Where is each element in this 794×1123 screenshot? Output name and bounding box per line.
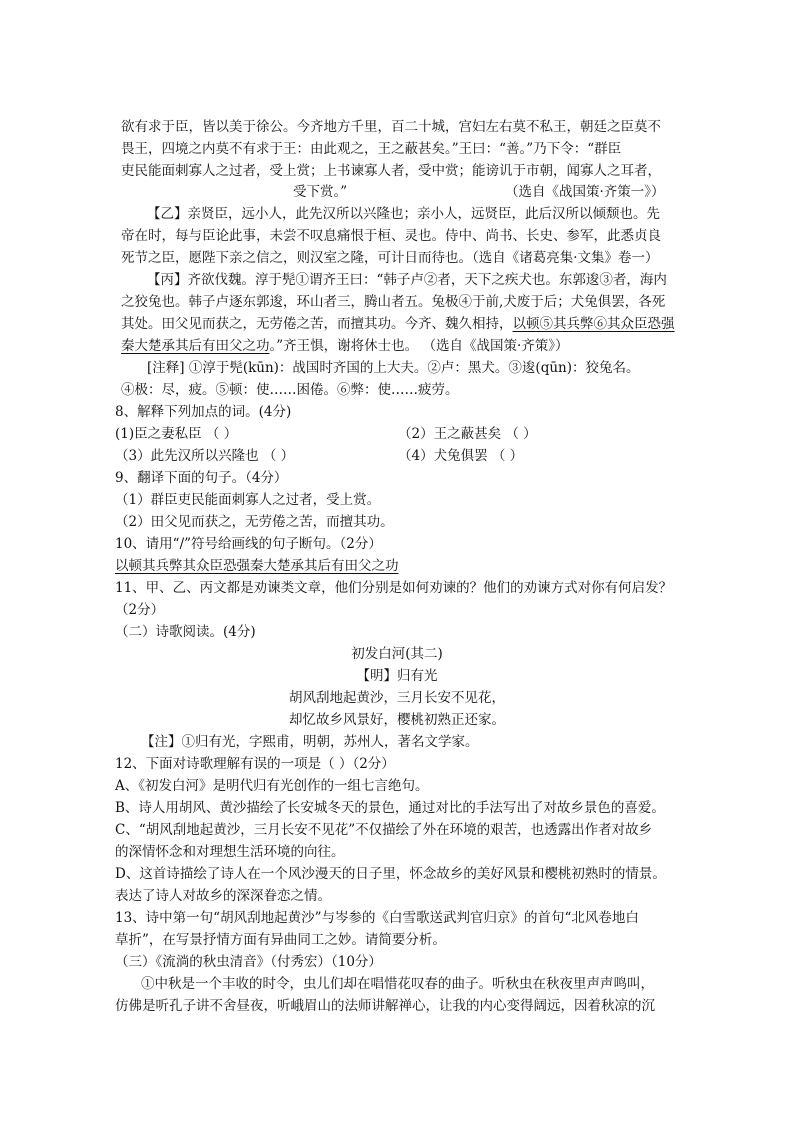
- q8-item-4: （4）犬兔俱罢 （ ）: [398, 448, 524, 464]
- bing-line-3: [121, 313, 675, 335]
- q8-item-3: （3）此先汉所以兴隆也 （ ）: [115, 448, 295, 464]
- q12-title: 12、下面对诗歌理解有误的一项是（ ）（2分）: [115, 756, 395, 772]
- q8-item-1: (1)臣之妻私臣 （ ）: [115, 426, 238, 442]
- yi-line-1: 【乙】亲贤臣，远小人，此先汉所以兴隆也；亲小人，远贤臣，此后汉所以倾颓也。先: [147, 206, 660, 222]
- q11-points: （2分）: [115, 602, 165, 618]
- q12-option-c-line-2: 的深情怀念和对理想生活环境的向往。: [115, 844, 345, 860]
- jia-line-3: 吏民能面刺寡人之过者，受上赏；上书谏寡人者，受中赏；能谤讥于市朝，闻寡人之耳者，: [121, 163, 661, 179]
- q13-line-1: 13、诗中第一句“胡风刮地起黄沙”与岑参的《白雪歌送武判官归京》的首句“北风卷地白: [115, 910, 639, 926]
- bing-line-1: 【丙】齐欲伐魏。淳于髡①谓齐王曰：“韩子卢②者，天下之疾犬也。东郭逡③者，海内: [147, 272, 667, 288]
- bing-line-4: [121, 335, 568, 357]
- jia-source: （选自《战国策·齐策一》）: [505, 184, 665, 200]
- jia-line-2: 畏王，四境之内莫不有求于王：由此观之，王之蔽甚矣。”王曰：“善。”乃下令：“群臣: [121, 141, 622, 157]
- underlined-sentence-part-1: 以顿⑤其兵弊⑥其众臣恐强: [512, 316, 675, 332]
- q12-option-c-line-1: C、“胡风刮地起黄沙，三月长安不见花”不仅描绘了外在环境的艰苦，也透露出作者对故乡: [115, 822, 653, 838]
- poem-author: 【明】归有光: [356, 668, 438, 684]
- poem-note: 【注】①归有光，字熙甫，明朝，苏州人，著名文学家。: [141, 734, 479, 750]
- q12-option-a: A、《初发白河》是明代归有光创作的一组七言绝句。: [115, 778, 429, 794]
- yi-line-2: 帝在时，每与臣论此事，未尝不叹息痛恨于桓、灵也。侍中、尚书、长史、参军，此悉贞良: [121, 228, 661, 244]
- poem-line-1: 胡风刮地起黄沙，三月长安不见花，: [289, 690, 505, 706]
- q8-title: 8、解释下列加点的词。(4分): [115, 404, 292, 420]
- section-3-para-line-1: ①中秋是一个丰收的时令，虫儿们却在唱惜花叹春的曲子。听秋虫在秋夜里声声鸣叫，: [141, 976, 654, 992]
- poem-title: 初发白河(其二): [351, 646, 443, 662]
- section-3-para-line-2: 仿佛是听孔子讲不舍昼夜，听峨眉山的法师讲解禅心，让我的内心变得阔远，因着秋凉的沉: [115, 998, 655, 1014]
- q10-sentence: 以顿其兵弊其众臣恐强秦大楚承其后有田父之功: [115, 558, 399, 574]
- yi-line-3: 死节之臣，愿陛下亲之信之，则汉室之隆，可计日而待也。（选自《诸葛亮集·文集》卷一）: [121, 250, 659, 266]
- underlined-sentence-part-2: 秦大楚承其后有田父之功: [121, 338, 270, 354]
- jia-line-4: 受下赏。”: [293, 184, 348, 200]
- q9-sentence-2: （2）田父见而获之，无劳倦之苦，而擅其功。: [115, 514, 394, 530]
- bing-line-2: 之狡兔也。韩子卢逐东郭逡，环山者三，腾山者五。兔极④于前,犬废于后；犬兔俱罢，各死: [121, 294, 666, 310]
- section-2-heading: （二）诗歌阅读。(4分): [115, 624, 256, 640]
- q8-item-2: （2）王之蔽甚矣 （ ）: [398, 426, 537, 442]
- bing-line-3-text: 其处。田父见而获之，无劳倦之苦，而擅其功。今齐、魏久相持，: [121, 316, 513, 332]
- q10-title: 10、请用“/”符号给画线的句子断句。（2分）: [115, 536, 382, 552]
- q11-title: 11、甲、乙、丙文都是劝谏类文章，他们分别是如何劝谏的？他们的劝谏方式对你有何启发？: [115, 580, 673, 596]
- q12-option-d-line-1: D、这首诗描绘了诗人在一个风沙漫天的日子里，怀念故乡的美好风景和樱桃初熟时的情景。: [115, 866, 666, 882]
- q9-title: 9、翻译下面的句子。（4分）: [115, 470, 288, 486]
- poem-line-2: 却忆故乡风景好，樱桃初熟正还家。: [289, 712, 505, 728]
- notes-line-2: ④极：尽，疲。⑤顿：使……困倦。⑥弊：使……疲劳。: [121, 382, 459, 398]
- jia-line-1: 欲有求于臣，皆以美于徐公。今齐地方千里，百二十城，宫妇左右莫不私王，朝廷之臣莫不: [121, 119, 661, 135]
- q9-sentence-1: （1）群臣吏民能面刺寡人之过者，受上赏。: [115, 492, 381, 508]
- section-3-heading: （三）《流淌的秋虫清音》（付秀宏）（10分）: [115, 954, 382, 970]
- notes-line-1: [注释] ①淳于髡(kūn)：战国时齐国的上大夫。②卢：黑犬。③逡(qūn)：狡兔名。: [147, 360, 640, 376]
- q12-option-b: B、诗人用胡风、黄沙描绘了长安城冬天的景色，通过对比的手法写出了对故乡景色的喜爱。: [115, 800, 665, 816]
- q12-option-d-line-2: 表达了诗人对故乡的深深眷恋之情。: [115, 888, 331, 904]
- bing-source: 。”齐王惧，谢将休士也。 （选自《战国策·齐策》）: [269, 338, 569, 354]
- q13-line-2: 草折”，在写景抒情方面有异曲同工之妙。请简要分析。: [115, 932, 446, 948]
